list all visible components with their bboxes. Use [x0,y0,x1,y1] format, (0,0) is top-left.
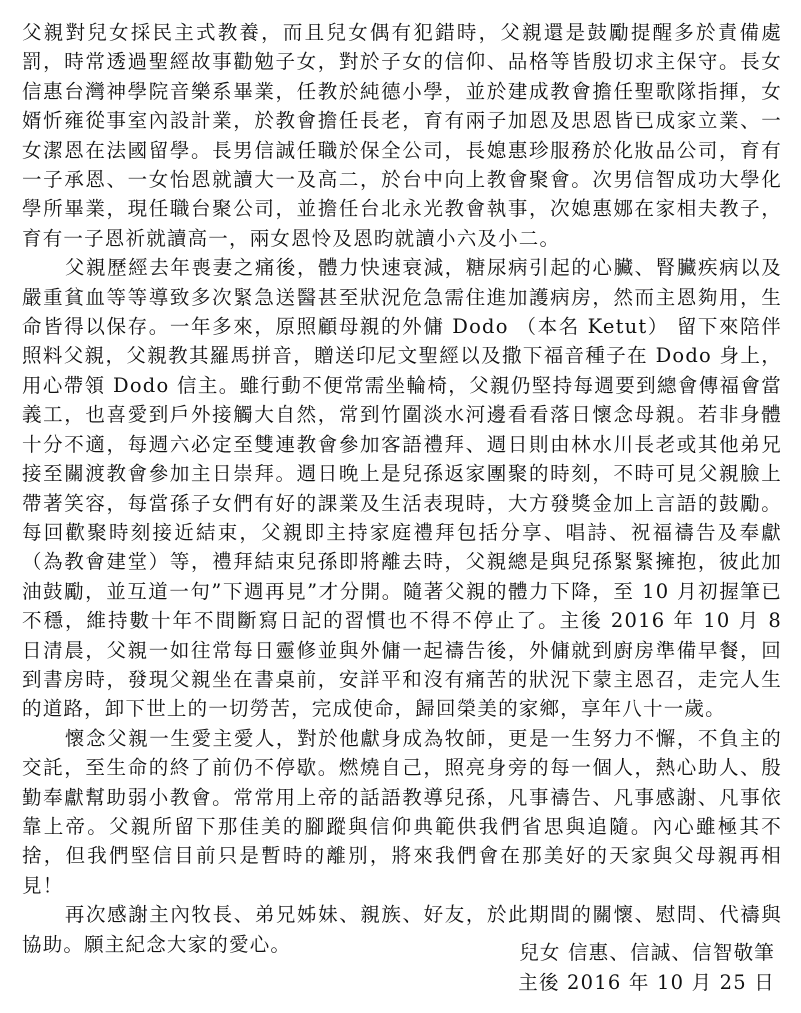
paragraph-remembrance: 懷念父親一生愛主愛人，對於他獻身成為牧師，更是一生努力不懈，不負主的交託，至生命的終了前仍不停歇。燃燒自己，照亮身旁的每一個人，熱心助人、殷勤奉獻幫助弱小教會。常常用上帝的話語教導兒孫，凡事禱告、凡事感謝、凡事依靠上帝。父親所留下那佳美的腳蹤與信仰典範供我們省思與追隨。內心雖極其不捨，但我們堅信目前只是暫時的離別，將來我們會在那美好的天家與父母親再相見！ [22,726,782,897]
letter-body [22,18,782,959]
signoff [445,938,775,998]
paragraph-family: 父親對兒女採民主式教養，而且兒女偶有犯錯時，父親還是鼓勵提醒多於責備處罰，時常透過聖經故事勸勉子女，對於子女的信仰、品格等皆殷切求主保守。長女信惠台灣神學院音樂系畢業，任教於純德小學，並於建成教會擔任聖歌隊指揮，女婿忻雍從事室內設計業，於教會擔任長老，育有兩子加恩及思恩皆已成家立業、一女潔恩在法國留學。長男信誠任職於保全公司，長媳惠珍服務於化妝品公司，育有一子承恩、一女怡恩就讀大一及高二，於台中向上教會聚會。次男信智成功大學化學所畢業，現任職台聚公司，並擔任台北永光教會執事，次媳惠娜在家相夫教子，育有一子恩祈就讀高一，兩女恩怜及恩昀就讀小六及小二。 [22,21,782,250]
signoff-date: 主後 2016 年 10 月 25 日 [518,971,775,994]
signoff-signers: 兒女 信惠、信誠、信智敬筆 [519,941,775,964]
paragraph-thanks: 再次感謝主內牧長、弟兄姊妹、親族、好友，於此期間的關懷、慰問、代禱與協助。願主紀念大家的愛心。 [22,903,782,956]
paragraph-final-year: 父親歷經去年喪妻之痛後，體力快速衰減，糖尿病引起的心臟、腎臟疾病以及嚴重貧血等等導致多次緊急送醫甚至狀況危急需住進加護病房，然而主恩夠用，生命皆得以保存。一年多來，原照顧母親的外傭 Dodo （本名 Ketut） 留下來陪伴照料父親，父親教其羅馬拼音，贈送印尼文聖經以及撒下福音種子在 Dodo 身上，用心帶領 Dodo 信主。雖行動不便常需坐輪椅，父親仍堅持每週要到總會傳福會當義工，也喜愛到戶外接觸大自然，常到竹圍淡水河邊看看落日懷念母親。若非身體十分不適，每週六必定至雙連教會參加客語禮拜、週日則由林水川長老或其他弟兄接至關渡教會參加主日崇拜。週日晚上是兒孫返家團聚的時刻，不時可見父親臉上帶著笑容，每當孫子女們有好的課業及生活表現時，大方發獎金加上言語的鼓勵。每回歡聚時刻接近結束，父親即主持家庭禮拜包括分享、唱詩、祝福禱告及奉獻（為教會建堂）等，禮拜結束兒孫即將離去時，父親總是與兒孫緊緊擁抱，彼此加油鼓勵，並互道一句”下週再見”才分開。隨著父親的體力下降，至 10 月初握筆已不穩，維持數十年不間斷寫日記的習慣也不得不停止了。主後 2016 年 10 月 8 日清晨，父親一如往常每日靈修並與外傭一起禱告後，外傭就到廚房準備早餐，回到書房時，發現父親坐在書桌前，安詳平和沒有痛苦的狀況下蒙主恩召，走完人生的道路，卸下世上的一切勞苦，完成使命，歸回榮美的家鄉，享年八十一歲。 [22,256,782,721]
